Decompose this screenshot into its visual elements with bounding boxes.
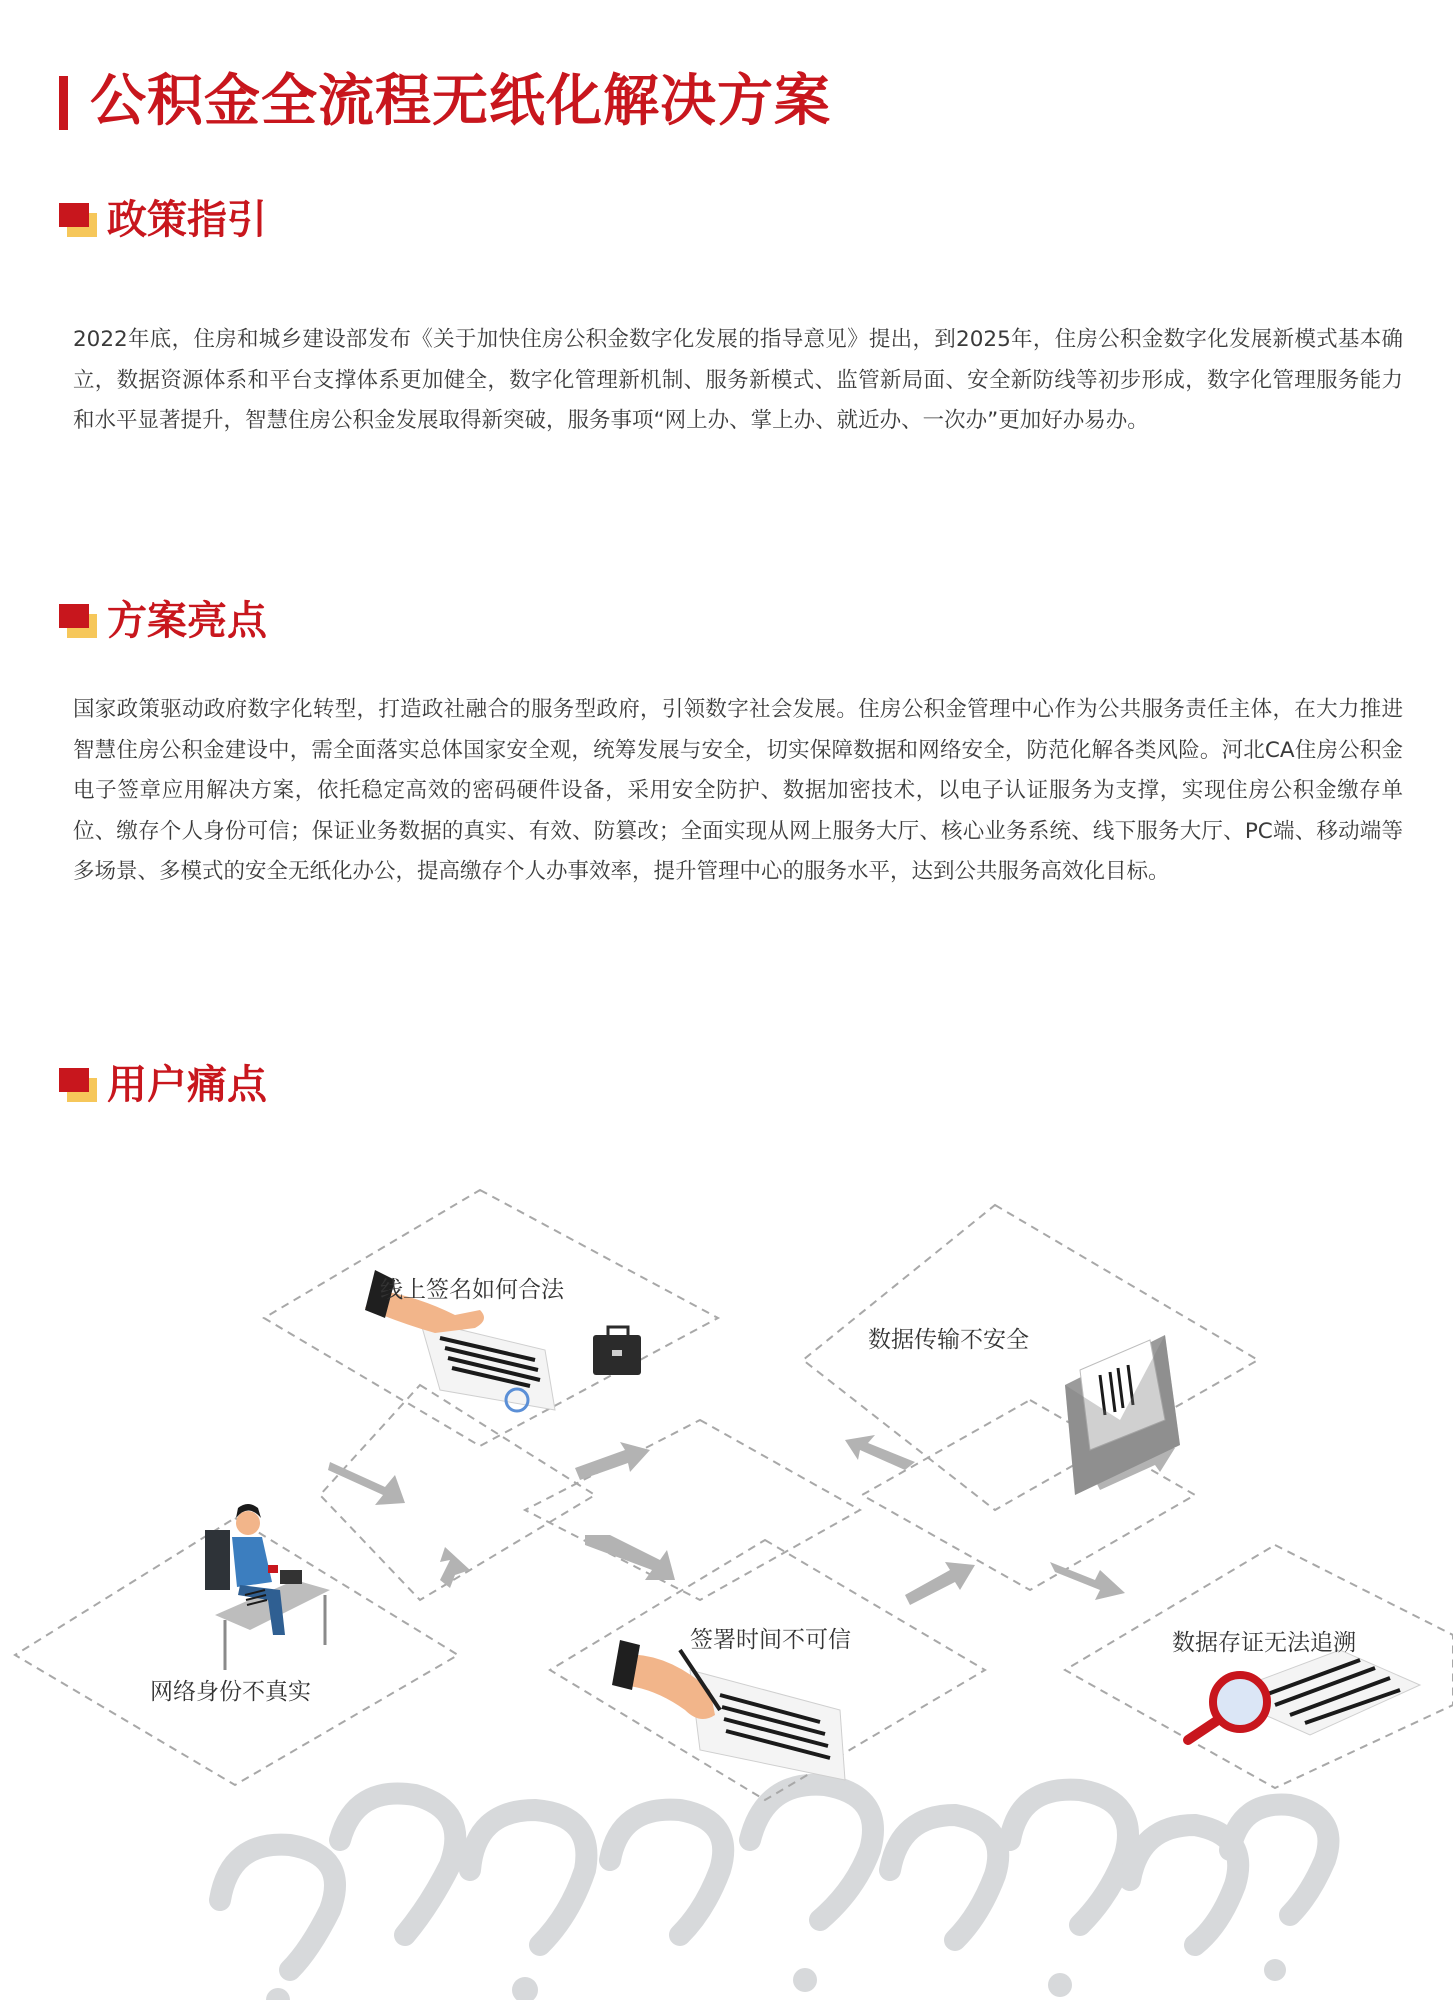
arrow-icon xyxy=(1050,1562,1125,1600)
envelope-document-icon xyxy=(1065,1335,1180,1495)
question-mark-icon xyxy=(610,1810,723,1935)
pain-point-label: 线上签名如何合法 xyxy=(380,1277,564,1303)
arrow-icon xyxy=(845,1435,915,1470)
section-flag-icon xyxy=(59,203,97,237)
arrow-icon xyxy=(328,1462,405,1505)
magnifier-icon xyxy=(1188,1650,1420,1740)
section-title: 方案亮点 xyxy=(107,598,267,644)
arrow-icon xyxy=(440,1547,470,1588)
diamond-data-storage xyxy=(1065,1545,1453,1788)
office-worker-icon xyxy=(205,1504,330,1670)
section-title: 用户痛点 xyxy=(107,1062,267,1108)
question-mark-icon xyxy=(890,1815,998,1940)
question-mark-icon xyxy=(340,1793,455,1935)
diagram-illustration xyxy=(0,1150,1453,2000)
pain-point-label: 网络身份不真实 xyxy=(150,1679,311,1705)
question-mark-icon xyxy=(750,1785,873,1992)
pain-point-label: 数据存证无法追溯 xyxy=(1172,1630,1356,1656)
policy-paragraph: 2022年底，住房和城乡建设部发布《关于加快住房公积金数字化发展的指导意见》提出，到2025年，住房公积金数字化发展新模式基本确立，数据资源体系和平台支撑体系更加健全，数字化管理新机制、服务新模式、监管新局面、安全新防线等初步形成，数字化管理服务能力和水平显著提升，智慧住房公积金发展取得新突破，服务事项“网上办、掌上办、就近办、一次办”更加好办易办。 xyxy=(73,327,1403,433)
pain-point-label: 数据传输不安全 xyxy=(868,1327,1029,1353)
section-title: 政策指引 xyxy=(107,197,267,243)
section-flag-icon xyxy=(59,604,97,638)
arrow-icon xyxy=(575,1442,650,1480)
question-mark-background xyxy=(220,1785,1328,2000)
briefcase-icon xyxy=(593,1327,641,1375)
question-mark-icon xyxy=(1230,1805,1328,1981)
page-title: 公积金全流程无纸化解决方案 xyxy=(90,69,831,134)
diamond-link-center xyxy=(525,1420,860,1600)
pain-point-label: 签署时间不可信 xyxy=(690,1627,851,1653)
arrow-icon xyxy=(585,1535,675,1580)
arrow-icon xyxy=(905,1562,975,1605)
section-flag-icon xyxy=(59,1068,97,1102)
question-mark-icon xyxy=(470,1810,586,2000)
question-mark-icon xyxy=(1010,1790,1128,1997)
question-mark-icon xyxy=(220,1845,335,2000)
hand-signing-icon xyxy=(612,1640,845,1780)
pain-points-diagram xyxy=(0,1150,1453,2000)
diamond-online-sign xyxy=(264,1190,718,1446)
highlights-paragraph: 国家政策驱动政府数字化转型，打造政社融合的服务型政府，引领数字社会发展。住房公积金管理中心作为公共服务责任主体，在大力推进智慧住房公积金建设中，需全面落实总体国家安全观，统筹发展与安全，切实保障数据和网络安全，防范化解各类风险。河北CA住房公积金电子签章应用解决方案，依托稳定高效的密码硬件设备，采用安全防护、数据加密技术，以电子认证服务为支撑，实现住房公积金缴存单位、缴存个人身份可信；保证业务数据的真实、有效、防篡改；全面实现从网上服务大厅、核心业务系统、线下服务大厅、PC端、移动端等多场景、多模式的安全无纸化办公，提高缴存个人办事效率，提升管理中心的服务水平，达到公共服务高效化目标。 xyxy=(73,697,1403,884)
diamond-data-transfer xyxy=(803,1205,1258,1510)
title-accent-bar xyxy=(59,76,68,130)
